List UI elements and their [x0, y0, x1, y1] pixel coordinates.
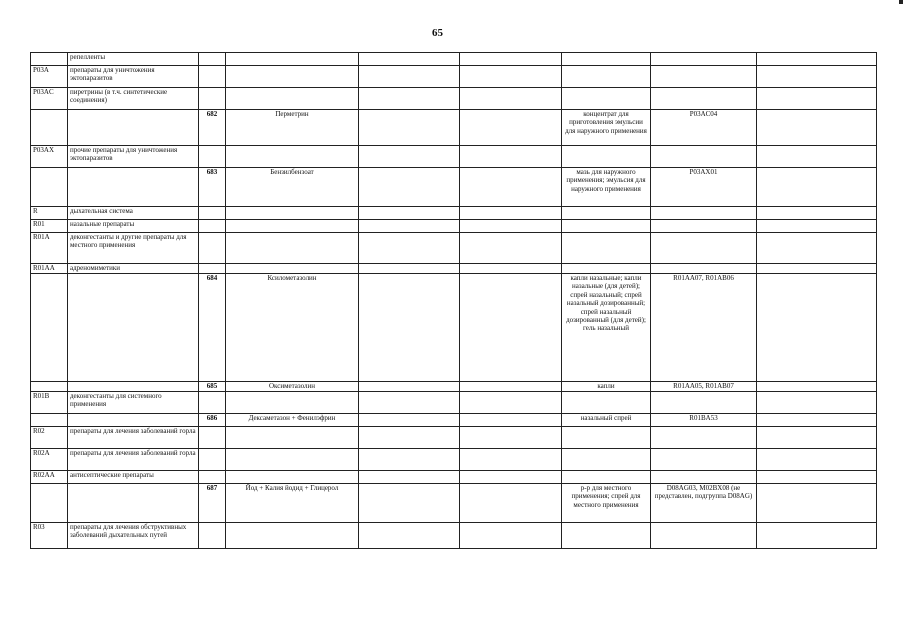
empty-cell [460, 382, 562, 392]
atc-code-cell: D08AG03, M02BX08 (не представлен, подгруппа D08AG) [651, 484, 757, 523]
code-cell: R [31, 207, 68, 220]
dosage-form-cell [562, 449, 651, 471]
description-cell: препараты для лечения обструктивных заболеваний дыхательных путей [68, 523, 199, 549]
number-cell [199, 392, 226, 414]
drug-name-cell: Ксилометазолин [226, 274, 359, 382]
empty-cell [359, 168, 460, 207]
description-cell [68, 414, 199, 427]
table-row [31, 88, 877, 110]
empty-cell [359, 146, 460, 168]
dosage-form-cell: капли назальные; капли назальные (для детей); спрей назальный; спрей назальный дозированный; спрей назальный дозированный (для детей); гель назальный [562, 274, 651, 382]
table-row [31, 427, 877, 449]
drug-name-cell [226, 220, 359, 233]
drug-name-cell: Бензилбензоат [226, 168, 359, 207]
description-cell [68, 168, 199, 207]
number-cell [199, 146, 226, 168]
empty-cell [359, 207, 460, 220]
empty-cell [359, 110, 460, 146]
table-row [31, 233, 877, 264]
table-row [31, 53, 877, 66]
empty-cell [757, 53, 877, 66]
table-row [31, 449, 877, 471]
code-cell [31, 382, 68, 392]
drug-name-cell [226, 53, 359, 66]
dosage-form-cell [562, 471, 651, 484]
description-cell [68, 110, 199, 146]
atc-code-cell [651, 66, 757, 88]
empty-cell [757, 233, 877, 264]
table-row [31, 207, 877, 220]
code-cell: R02AA [31, 471, 68, 484]
empty-cell [757, 264, 877, 274]
number-cell [199, 233, 226, 264]
empty-cell [460, 66, 562, 88]
empty-cell [757, 523, 877, 549]
empty-cell [460, 274, 562, 382]
drug-name-cell: Перметрин [226, 110, 359, 146]
dosage-form-cell [562, 88, 651, 110]
atc-code-cell [651, 471, 757, 484]
empty-cell [757, 449, 877, 471]
empty-cell [460, 207, 562, 220]
code-cell: R01AA [31, 264, 68, 274]
number-cell [199, 449, 226, 471]
description-cell: деконгестанты и другие препараты для местного применения [68, 233, 199, 264]
empty-cell [359, 392, 460, 414]
dosage-form-cell [562, 427, 651, 449]
table-row [31, 66, 877, 88]
atc-code-cell: P03AX01 [651, 168, 757, 207]
drug-name-cell [226, 207, 359, 220]
empty-cell [757, 484, 877, 523]
empty-cell [460, 427, 562, 449]
number-cell [199, 220, 226, 233]
atc-code-cell [651, 146, 757, 168]
empty-cell [359, 382, 460, 392]
empty-cell [757, 88, 877, 110]
drug-name-cell [226, 264, 359, 274]
table-row [31, 471, 877, 484]
empty-cell [460, 53, 562, 66]
empty-cell [359, 53, 460, 66]
dosage-form-cell [562, 220, 651, 233]
dosage-form-cell [562, 53, 651, 66]
number-cell [199, 427, 226, 449]
empty-cell [460, 233, 562, 264]
atc-code-cell: P03AC04 [651, 110, 757, 146]
dosage-form-cell [562, 207, 651, 220]
empty-cell [460, 484, 562, 523]
table-row [31, 382, 877, 392]
empty-cell [359, 274, 460, 382]
empty-cell [460, 220, 562, 233]
drug-name-cell [226, 146, 359, 168]
table-row [31, 264, 877, 274]
atc-code-cell: R01AA05, R01AB07 [651, 382, 757, 392]
number-cell [199, 53, 226, 66]
empty-cell [359, 233, 460, 264]
empty-cell [359, 88, 460, 110]
table-row [31, 220, 877, 233]
description-cell: репелленты [68, 53, 199, 66]
drug-name-cell [226, 66, 359, 88]
code-cell [31, 414, 68, 427]
empty-cell [460, 414, 562, 427]
drug-name-cell [226, 523, 359, 549]
atc-code-cell [651, 264, 757, 274]
drug-name-cell [226, 471, 359, 484]
empty-cell [757, 168, 877, 207]
drug-name-cell [226, 88, 359, 110]
description-cell: антисептические препараты [68, 471, 199, 484]
drug-name-cell: Оксиметазолин [226, 382, 359, 392]
description-cell: дыхательная система [68, 207, 199, 220]
empty-cell [460, 146, 562, 168]
atc-code-cell: R01BA53 [651, 414, 757, 427]
empty-cell [359, 264, 460, 274]
number-cell: 685 [199, 382, 226, 392]
empty-cell [757, 392, 877, 414]
number-cell: 682 [199, 110, 226, 146]
number-cell [199, 66, 226, 88]
code-cell [31, 274, 68, 382]
empty-cell [460, 471, 562, 484]
dosage-form-cell [562, 66, 651, 88]
empty-cell [359, 414, 460, 427]
description-cell: препараты для лечения заболеваний горла [68, 427, 199, 449]
page-number: 65 [432, 27, 443, 39]
drug-name-cell: Йод + Калия йодид + Глицерол [226, 484, 359, 523]
table-row [31, 110, 877, 146]
atc-code-cell [651, 392, 757, 414]
atc-code-cell [651, 207, 757, 220]
atc-code-cell [651, 233, 757, 264]
dosage-form-cell [562, 233, 651, 264]
empty-cell [757, 471, 877, 484]
description-cell [68, 484, 199, 523]
empty-cell [757, 427, 877, 449]
description-cell [68, 382, 199, 392]
atc-code-cell [651, 427, 757, 449]
drug-table [30, 52, 877, 549]
empty-cell [460, 168, 562, 207]
empty-cell [757, 414, 877, 427]
number-cell: 687 [199, 484, 226, 523]
empty-cell [359, 523, 460, 549]
drug-name-cell [226, 233, 359, 264]
number-cell [199, 523, 226, 549]
empty-cell [460, 264, 562, 274]
dosage-form-cell: капли [562, 382, 651, 392]
dosage-form-cell [562, 264, 651, 274]
description-cell: пиретрины (в т.ч. синтетические соединения) [68, 88, 199, 110]
atc-code-cell [651, 220, 757, 233]
code-cell: R02 [31, 427, 68, 449]
code-cell [31, 110, 68, 146]
empty-cell [359, 484, 460, 523]
code-cell: P03AX [31, 146, 68, 168]
code-cell [31, 53, 68, 66]
number-cell [199, 207, 226, 220]
empty-cell [359, 66, 460, 88]
number-cell: 686 [199, 414, 226, 427]
table-row [31, 523, 877, 549]
code-cell: P03AC [31, 88, 68, 110]
dosage-form-cell: назальный спрей [562, 414, 651, 427]
dosage-form-cell [562, 392, 651, 414]
empty-cell [757, 146, 877, 168]
table-row [31, 392, 877, 414]
empty-cell [757, 207, 877, 220]
table-row [31, 274, 877, 382]
drug-name-cell [226, 392, 359, 414]
empty-cell [359, 471, 460, 484]
empty-cell [359, 449, 460, 471]
empty-cell [359, 220, 460, 233]
description-cell: прочие препараты для уничтожения эктопаразитов [68, 146, 199, 168]
empty-cell [757, 110, 877, 146]
code-cell: P03A [31, 66, 68, 88]
table-row [31, 484, 877, 523]
dosage-form-cell [562, 146, 651, 168]
empty-cell [359, 427, 460, 449]
table-row [31, 414, 877, 427]
drug-name-cell [226, 427, 359, 449]
drug-name-cell: Дексаметазон + Фенилэфрин [226, 414, 359, 427]
drug-name-cell [226, 449, 359, 471]
code-cell [31, 484, 68, 523]
table-row [31, 146, 877, 168]
empty-cell [757, 66, 877, 88]
empty-cell [460, 523, 562, 549]
description-cell: деконгестанты для системного применения [68, 392, 199, 414]
atc-code-cell [651, 53, 757, 66]
table-row [31, 168, 877, 207]
atc-code-cell [651, 88, 757, 110]
code-cell: R02A [31, 449, 68, 471]
description-cell: адреномиметики [68, 264, 199, 274]
code-cell: R01B [31, 392, 68, 414]
empty-cell [460, 449, 562, 471]
empty-cell [757, 382, 877, 392]
description-cell: препараты для лечения заболеваний горла [68, 449, 199, 471]
dosage-form-cell: р-р для местного применения; спрей для местного применения [562, 484, 651, 523]
dosage-form-cell: мазь для наружного применения; эмульсия для наружного применения [562, 168, 651, 207]
description-cell [68, 274, 199, 382]
corner-mark [899, 0, 903, 4]
empty-cell [460, 392, 562, 414]
description-cell: препараты для уничтожения эктопаразитов [68, 66, 199, 88]
empty-cell [460, 88, 562, 110]
code-cell: R03 [31, 523, 68, 549]
code-cell: R01 [31, 220, 68, 233]
number-cell: 683 [199, 168, 226, 207]
empty-cell [460, 110, 562, 146]
atc-code-cell [651, 523, 757, 549]
number-cell [199, 471, 226, 484]
atc-code-cell [651, 449, 757, 471]
number-cell [199, 264, 226, 274]
atc-code-cell: R01AA07, R01AB06 [651, 274, 757, 382]
description-cell: назальные препараты [68, 220, 199, 233]
code-cell [31, 168, 68, 207]
dosage-form-cell: концентрат для приготовления эмульсии для наружного применения [562, 110, 651, 146]
code-cell: R01A [31, 233, 68, 264]
number-cell [199, 88, 226, 110]
empty-cell [757, 274, 877, 382]
empty-cell [757, 220, 877, 233]
number-cell: 684 [199, 274, 226, 382]
dosage-form-cell [562, 523, 651, 549]
